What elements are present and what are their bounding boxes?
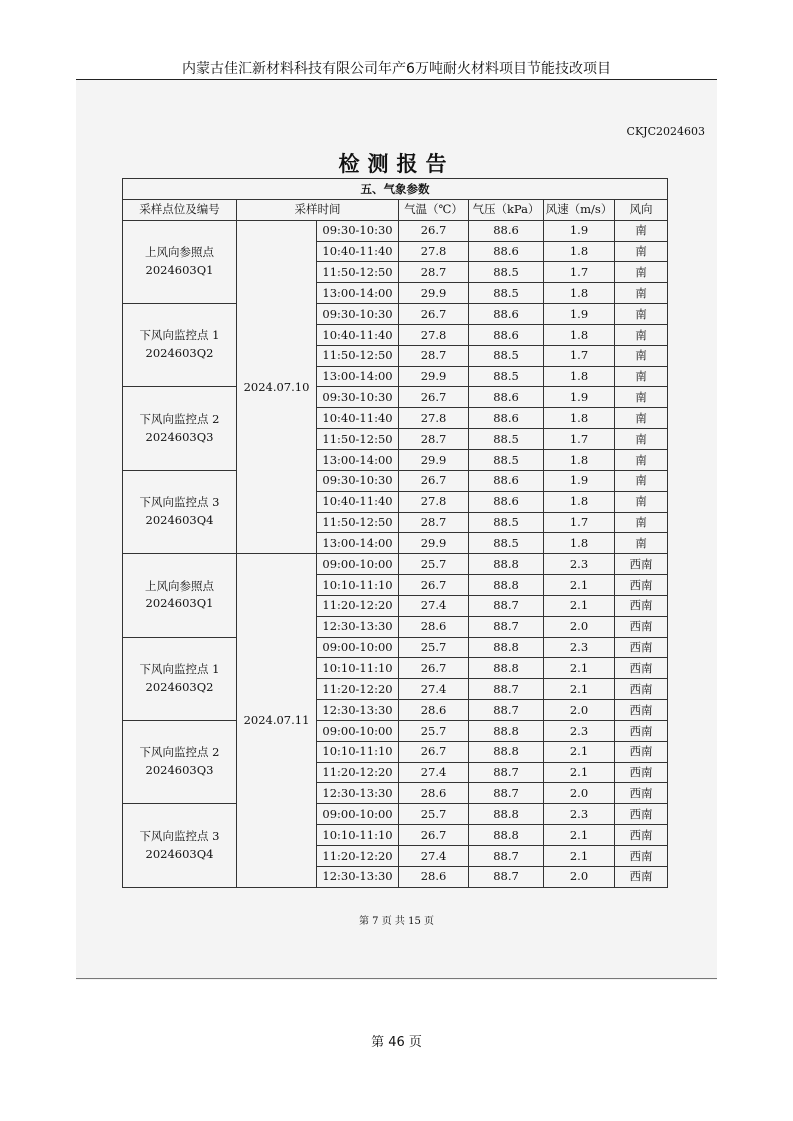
- pressure-cell: 88.7: [469, 762, 544, 783]
- time-cell: 11:50-12:50: [317, 512, 399, 533]
- temperature-cell: 28.6: [399, 616, 469, 637]
- sampling-point-name: 下风向监控点 2: [139, 745, 220, 760]
- time-cell: 10:40-11:40: [317, 241, 399, 262]
- time-cell: 13:00-14:00: [317, 449, 399, 470]
- wind-direction-cell: 西南: [615, 866, 668, 887]
- sampling-point-cell: [123, 470, 237, 553]
- wind-speed-cell: 1.9: [544, 387, 615, 408]
- wind-direction-cell: 南: [615, 408, 668, 429]
- pressure-cell: 88.7: [469, 679, 544, 700]
- temperature-cell: 29.9: [399, 283, 469, 304]
- time-cell: 13:00-14:00: [317, 283, 399, 304]
- wind-direction-cell: 西南: [615, 679, 668, 700]
- time-cell: 09:00-10:00: [317, 637, 399, 658]
- time-cell: 11:20-12:20: [317, 679, 399, 700]
- time-cell: 11:50-12:50: [317, 345, 399, 366]
- sampling-point-code: 2024603Q1: [145, 596, 214, 611]
- temperature-cell: 25.7: [399, 554, 469, 575]
- wind-speed-cell: 2.1: [544, 679, 615, 700]
- wind-speed-cell: 2.0: [544, 866, 615, 887]
- wind-speed-cell: 1.8: [544, 241, 615, 262]
- temperature-cell: 25.7: [399, 804, 469, 825]
- column-header-row: [123, 199, 668, 220]
- temperature-cell: 26.7: [399, 658, 469, 679]
- wind-direction-cell: 南: [615, 449, 668, 470]
- time-cell: 12:30-13:30: [317, 700, 399, 721]
- sampling-point-cell: [123, 304, 237, 387]
- sampling-point-name: 下风向监控点 3: [139, 828, 220, 843]
- pressure-cell: 88.6: [469, 324, 544, 345]
- wind-speed-cell: 2.0: [544, 783, 615, 804]
- wind-direction-cell: 西南: [615, 700, 668, 721]
- wind-direction-cell: 西南: [615, 783, 668, 804]
- temperature-cell: 27.4: [399, 846, 469, 867]
- sampling-point-code: 2024603Q4: [145, 513, 214, 527]
- wind-direction-cell: 南: [615, 324, 668, 345]
- wind-direction-cell: 南: [615, 470, 668, 491]
- time-cell: 10:40-11:40: [317, 408, 399, 429]
- temperature-cell: 25.7: [399, 637, 469, 658]
- pressure-cell: 88.6: [469, 408, 544, 429]
- wind-direction-cell: 西南: [615, 658, 668, 679]
- time-cell: 09:30-10:30: [317, 304, 399, 325]
- temperature-cell: 27.4: [399, 679, 469, 700]
- time-cell: 09:00-10:00: [317, 554, 399, 575]
- sampling-point-code: 2024603Q2: [145, 679, 214, 694]
- pressure-cell: 88.6: [469, 241, 544, 262]
- temperature-cell: 29.9: [399, 533, 469, 554]
- wind-direction-cell: 南: [615, 220, 668, 241]
- pressure-cell: 88.6: [469, 387, 544, 408]
- wind-direction-cell: 西南: [615, 554, 668, 575]
- wind-speed-cell: 2.1: [544, 825, 615, 846]
- wind-direction-cell: 南: [615, 429, 668, 450]
- table-body: [123, 220, 668, 887]
- time-cell: 10:10-11:10: [317, 575, 399, 596]
- sampling-point-cell: [123, 720, 237, 803]
- pressure-cell: 88.6: [469, 304, 544, 325]
- wind-speed-cell: 2.1: [544, 741, 615, 762]
- col-header-pressure: 气压（kPa）: [469, 199, 544, 220]
- time-cell: 11:20-12:20: [317, 846, 399, 867]
- pressure-cell: 88.8: [469, 658, 544, 679]
- wind-direction-cell: 南: [615, 512, 668, 533]
- sampling-point-code: 2024603Q1: [145, 262, 214, 277]
- time-cell: 09:30-10:30: [317, 387, 399, 408]
- wind-direction-cell: 南: [615, 345, 668, 366]
- temperature-cell: 27.8: [399, 491, 469, 512]
- wind-speed-cell: 1.9: [544, 470, 615, 491]
- sampling-date-cell: 2024.07.11: [237, 554, 317, 888]
- wind-speed-cell: 2.1: [544, 658, 615, 679]
- temperature-cell: 27.8: [399, 408, 469, 429]
- temperature-cell: 27.8: [399, 241, 469, 262]
- col-header-wind-speed: 风速（m/s）: [544, 199, 615, 220]
- col-header-temp: 气温（℃）: [399, 199, 469, 220]
- col-header-wind-direction: 风向: [615, 199, 668, 220]
- wind-speed-cell: 2.1: [544, 762, 615, 783]
- temperature-cell: 26.7: [399, 304, 469, 325]
- temperature-cell: 25.7: [399, 720, 469, 741]
- wind-speed-cell: 2.3: [544, 554, 615, 575]
- wind-direction-cell: 西南: [615, 637, 668, 658]
- wind-direction-cell: 西南: [615, 825, 668, 846]
- wind-direction-cell: 西南: [615, 575, 668, 596]
- sampling-point-name: 下风向监控点 1: [139, 661, 220, 676]
- wind-speed-cell: 1.8: [544, 533, 615, 554]
- sampling-point-name: 上风向参照点: [145, 245, 214, 260]
- temperature-cell: 29.9: [399, 449, 469, 470]
- pressure-cell: 88.7: [469, 866, 544, 887]
- temperature-cell: 26.7: [399, 470, 469, 491]
- time-cell: 11:50-12:50: [317, 262, 399, 283]
- wind-direction-cell: 南: [615, 387, 668, 408]
- temperature-cell: 26.7: [399, 741, 469, 762]
- wind-speed-cell: 1.8: [544, 283, 615, 304]
- pressure-cell: 88.8: [469, 741, 544, 762]
- pressure-cell: 88.6: [469, 220, 544, 241]
- wind-speed-cell: 2.3: [544, 637, 615, 658]
- temperature-cell: 27.8: [399, 324, 469, 345]
- pressure-cell: 88.8: [469, 575, 544, 596]
- pressure-cell: 88.7: [469, 616, 544, 637]
- sampling-point-cell: [123, 387, 237, 470]
- table-row: [123, 470, 668, 491]
- wind-speed-cell: 1.8: [544, 449, 615, 470]
- table-row: [123, 720, 668, 741]
- pressure-cell: 88.7: [469, 595, 544, 616]
- sampling-point-code: 2024603Q4: [145, 846, 214, 861]
- wind-speed-cell: 1.8: [544, 324, 615, 345]
- pressure-cell: 88.7: [469, 700, 544, 721]
- pressure-cell: 88.8: [469, 804, 544, 825]
- temperature-cell: 26.7: [399, 575, 469, 596]
- temperature-cell: 28.6: [399, 700, 469, 721]
- time-cell: 09:00-10:00: [317, 804, 399, 825]
- pressure-cell: 88.8: [469, 720, 544, 741]
- time-cell: 11:20-12:20: [317, 762, 399, 783]
- sampling-point-code: 2024603Q3: [145, 763, 214, 778]
- scan-bottom-edge: [76, 978, 717, 979]
- wind-speed-cell: 1.7: [544, 345, 615, 366]
- wind-speed-cell: 2.1: [544, 595, 615, 616]
- time-cell: 12:30-13:30: [317, 866, 399, 887]
- wind-direction-cell: 南: [615, 262, 668, 283]
- sampling-point-cell: [123, 220, 237, 303]
- wind-speed-cell: 2.1: [544, 575, 615, 596]
- pressure-cell: 88.5: [469, 512, 544, 533]
- wind-speed-cell: 2.3: [544, 720, 615, 741]
- wind-direction-cell: 南: [615, 491, 668, 512]
- wind-direction-cell: 南: [615, 304, 668, 325]
- document-header: 内蒙古佳汇新材料科技有限公司年产6万吨耐火材料项目节能技改项目: [182, 61, 611, 77]
- wind-direction-cell: 南: [615, 533, 668, 554]
- time-cell: 10:10-11:10: [317, 825, 399, 846]
- pressure-cell: 88.5: [469, 345, 544, 366]
- wind-speed-cell: 1.9: [544, 220, 615, 241]
- pressure-cell: 88.7: [469, 783, 544, 804]
- time-cell: 13:00-14:00: [317, 533, 399, 554]
- wind-speed-cell: 1.7: [544, 262, 615, 283]
- wind-direction-cell: 西南: [615, 595, 668, 616]
- wind-speed-cell: 2.3: [544, 804, 615, 825]
- temperature-cell: 26.7: [399, 825, 469, 846]
- temperature-cell: 28.7: [399, 429, 469, 450]
- wind-speed-cell: 1.9: [544, 304, 615, 325]
- pressure-cell: 88.5: [469, 366, 544, 387]
- time-cell: 12:30-13:30: [317, 616, 399, 637]
- col-header-time: 采样时间: [237, 199, 399, 220]
- wind-direction-cell: 西南: [615, 741, 668, 762]
- wind-speed-cell: 1.8: [544, 491, 615, 512]
- report-page-number: 第 7 页 共 15 页: [359, 916, 434, 927]
- document-page-number: 第 46 页: [371, 1035, 422, 1050]
- wind-speed-cell: 1.7: [544, 429, 615, 450]
- pressure-cell: 88.8: [469, 825, 544, 846]
- wind-direction-cell: 西南: [615, 804, 668, 825]
- wind-direction-cell: 西南: [615, 762, 668, 783]
- pressure-cell: 88.8: [469, 637, 544, 658]
- wind-direction-cell: 南: [615, 241, 668, 262]
- temperature-cell: 28.7: [399, 512, 469, 533]
- weather-parameters-table: [122, 178, 668, 888]
- pressure-cell: 88.7: [469, 846, 544, 867]
- temperature-cell: 28.7: [399, 262, 469, 283]
- sampling-point-cell: [123, 804, 237, 887]
- time-cell: 10:40-11:40: [317, 491, 399, 512]
- time-cell: 11:20-12:20: [317, 595, 399, 616]
- pressure-cell: 88.5: [469, 429, 544, 450]
- wind-direction-cell: 西南: [615, 720, 668, 741]
- table-row: [123, 220, 668, 241]
- time-cell: 10:10-11:10: [317, 741, 399, 762]
- wind-speed-cell: 2.0: [544, 700, 615, 721]
- wind-speed-cell: 1.7: [544, 512, 615, 533]
- temperature-cell: 26.7: [399, 220, 469, 241]
- temperature-cell: 28.7: [399, 345, 469, 366]
- table-row: [123, 387, 668, 408]
- wind-direction-cell: 南: [615, 283, 668, 304]
- time-cell: 09:00-10:00: [317, 720, 399, 741]
- sampling-point-cell: [123, 554, 237, 637]
- report-title: 检测报告: [338, 152, 455, 176]
- table-row: [123, 637, 668, 658]
- pressure-cell: 88.6: [469, 491, 544, 512]
- temperature-cell: 26.7: [399, 387, 469, 408]
- pressure-cell: 88.5: [469, 533, 544, 554]
- pressure-cell: 88.6: [469, 470, 544, 491]
- temperature-cell: 29.9: [399, 366, 469, 387]
- time-cell: 13:00-14:00: [317, 366, 399, 387]
- sampling-point-name: 下风向监控点 1: [139, 328, 220, 343]
- wind-speed-cell: 1.8: [544, 366, 615, 387]
- wind-speed-cell: 2.1: [544, 846, 615, 867]
- report-code: CKJC2024603: [626, 125, 705, 138]
- pressure-cell: 88.5: [469, 449, 544, 470]
- sampling-point-code: 2024603Q2: [145, 346, 214, 361]
- time-cell: 09:30-10:30: [317, 470, 399, 491]
- wind-speed-cell: 2.0: [544, 616, 615, 637]
- pressure-cell: 88.5: [469, 262, 544, 283]
- section-title-row: [123, 179, 668, 200]
- table-row: [123, 804, 668, 825]
- sampling-point-name: 下风向监控点 3: [139, 495, 220, 510]
- temperature-cell: 28.6: [399, 783, 469, 804]
- pressure-cell: 88.8: [469, 554, 544, 575]
- table-row: [123, 554, 668, 575]
- temperature-cell: 28.6: [399, 866, 469, 887]
- time-cell: 10:10-11:10: [317, 658, 399, 679]
- wind-speed-cell: 1.8: [544, 408, 615, 429]
- time-cell: 12:30-13:30: [317, 783, 399, 804]
- wind-direction-cell: 西南: [615, 846, 668, 867]
- time-cell: 11:50-12:50: [317, 429, 399, 450]
- temperature-cell: 27.4: [399, 762, 469, 783]
- sampling-date-cell: 2024.07.10: [237, 220, 317, 554]
- temperature-cell: 27.4: [399, 595, 469, 616]
- time-cell: 09:30-10:30: [317, 220, 399, 241]
- sampling-point-code: 2024603Q3: [145, 429, 214, 444]
- col-header-point: 采样点位及编号: [123, 199, 237, 220]
- section-title: 五、气象参数: [123, 179, 668, 200]
- pressure-cell: 88.5: [469, 283, 544, 304]
- time-cell: 10:40-11:40: [317, 324, 399, 345]
- wind-direction-cell: 南: [615, 366, 668, 387]
- sampling-point-name: 下风向监控点 2: [139, 411, 220, 426]
- sampling-point-cell: [123, 637, 237, 720]
- table-row: [123, 304, 668, 325]
- sampling-point-name: 上风向参照点: [145, 578, 214, 593]
- wind-direction-cell: 西南: [615, 616, 668, 637]
